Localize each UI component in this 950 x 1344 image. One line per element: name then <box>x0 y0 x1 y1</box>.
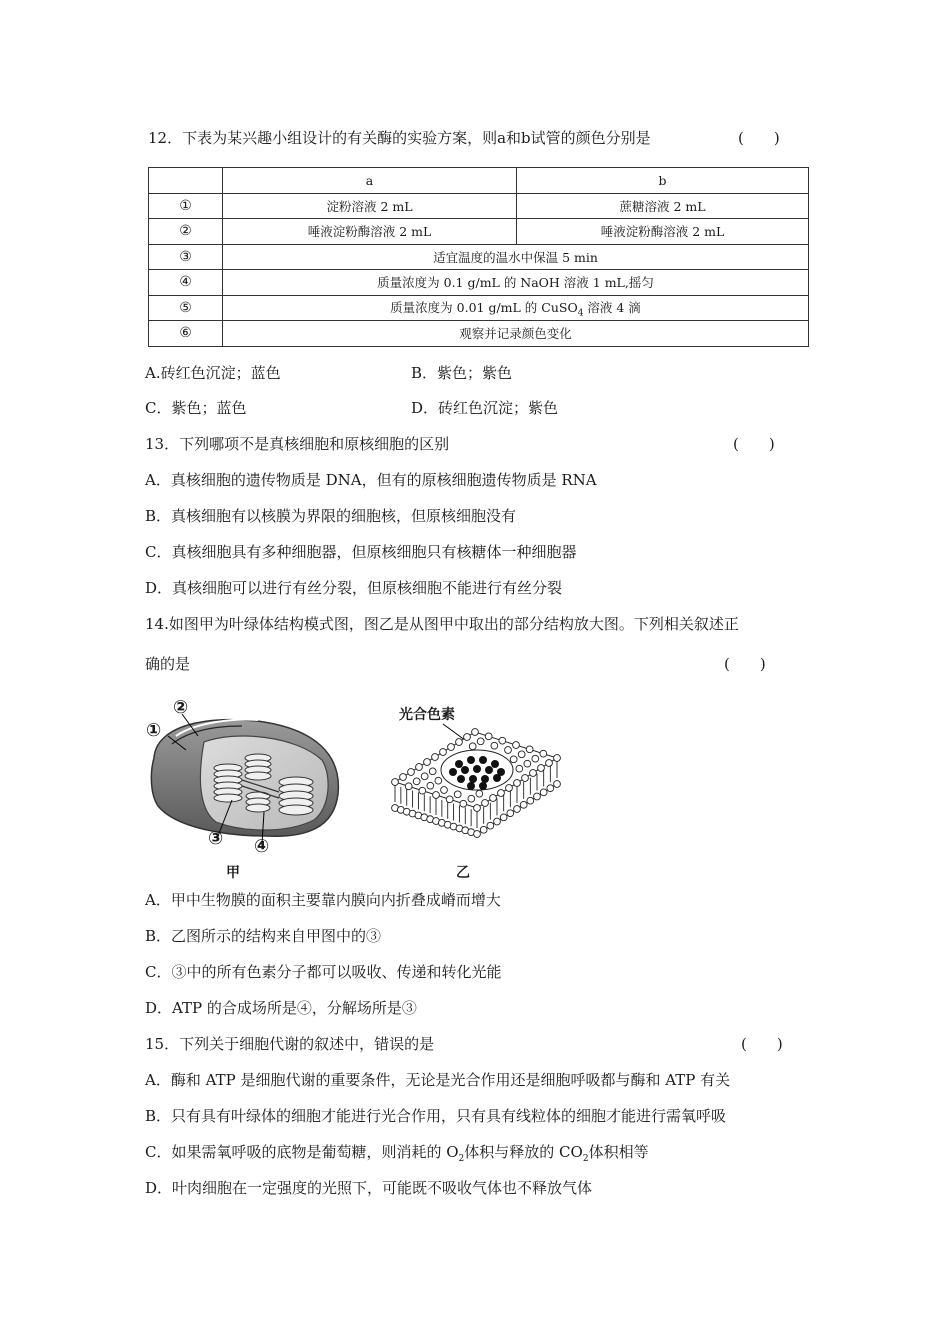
pigment-molecule <box>467 756 475 764</box>
lipid-head <box>527 797 534 804</box>
q13-option-a: A．真核细胞的遗传物质是 DNA，但有的原核细胞遗传物质是 RNA <box>145 471 597 489</box>
table-cell-merged: 适宜温度的温水中保温 5 min <box>223 244 809 270</box>
membrane-illustration <box>385 700 565 860</box>
lipid-head <box>505 747 512 754</box>
pigment-molecule <box>485 766 493 774</box>
lipid-head <box>530 770 537 777</box>
lipid-head <box>518 751 525 758</box>
lipid-head <box>506 785 513 792</box>
table-header-cell: a <box>223 168 517 194</box>
pigment-molecule <box>479 782 487 790</box>
lipid-head <box>392 779 399 786</box>
lipid-head <box>424 759 431 766</box>
table-cell-b: 唾液淀粉酶溶液 2 mL <box>517 219 809 245</box>
q12-option-d: D．砖红色沉淀；紫色 <box>411 399 559 417</box>
table-cell-a: 淀粉溶液 2 mL <box>223 193 517 219</box>
lipid-head <box>526 746 533 753</box>
q15-c-pre: C．如果需氧呼吸的底物是葡萄糖，则消耗的 O <box>145 1143 459 1161</box>
pigment-molecule <box>479 756 487 764</box>
lipid-head <box>485 733 492 740</box>
lipid-head <box>507 810 514 817</box>
table-row <box>149 270 809 296</box>
lipid-head <box>460 800 467 807</box>
lipid-head <box>416 764 423 771</box>
table-cell-merged <box>223 295 809 321</box>
lipid-head <box>405 783 412 790</box>
lipid-head <box>435 777 442 784</box>
q12-option-a: A.砖红色沉淀；蓝色 <box>145 364 281 382</box>
q14-option-c: C．③中的所有色素分子都可以吸收、传递和转化光能 <box>145 963 502 981</box>
q14-stem-line1: 14.如图甲为叶绿体结构模式图，图乙是从图甲中取出的部分结构放大图。下列相关叙述正 <box>145 615 739 633</box>
lipid-head <box>413 778 420 785</box>
lipid-head <box>472 729 479 736</box>
q14-option-a: A．甲中生物膜的面积主要靠内膜向内折叠成嵴而增大 <box>145 891 501 909</box>
lipid-head <box>487 822 494 829</box>
lipid-head <box>540 789 547 796</box>
table-row <box>149 295 809 321</box>
figure-label-jia: 甲 <box>226 865 240 881</box>
lipid-head <box>419 787 426 794</box>
co2-subscript: 2 <box>582 1154 589 1164</box>
cuso4-subscript: 4 <box>577 308 584 318</box>
figure-label-yi: 乙 <box>456 865 470 881</box>
pigment-molecule <box>449 768 457 776</box>
table-row <box>149 193 809 219</box>
table-cell-num: ⑥ <box>149 321 223 347</box>
lipid-head <box>510 756 517 763</box>
pigment-molecule <box>457 775 465 783</box>
q13-option-b: B．真核细胞有以核膜为界限的细胞核，但原核细胞没有 <box>145 507 517 525</box>
lipid-head <box>491 742 498 749</box>
q15-option-c <box>145 1142 649 1169</box>
q15-option-d: D．叶肉细胞在一定强度的光照下，可能既不吸收气体也不释放气体 <box>145 1179 593 1197</box>
table-cell-a: 唾液淀粉酶溶液 2 mL <box>223 219 517 245</box>
q15-answer-paren: ( ) <box>741 1035 783 1053</box>
lipid-head <box>446 796 453 803</box>
pigment-molecule <box>467 782 475 790</box>
pigment-molecule <box>469 775 477 783</box>
marker-1: ① <box>146 720 162 741</box>
lipid-head <box>524 760 531 767</box>
q13-stem: 13．下列哪项不是真核细胞和原核细胞的区别 <box>145 435 450 453</box>
lipid-head <box>474 831 481 838</box>
q12-option-c: C．紫色；蓝色 <box>145 399 247 417</box>
experiment-table <box>148 167 809 347</box>
q15-option-b: B．只有具有叶绿体的细胞才能进行光合作用，只有具有线粒体的细胞才能进行需氧呼吸 <box>145 1107 727 1125</box>
q12-option-b: B．紫色；紫色 <box>411 364 513 382</box>
q14-stem-line2: 确的是 <box>145 655 191 673</box>
q13-option-c: C．真核细胞具有多种细胞器，但原核细胞只有核糖体一种细胞器 <box>145 543 577 561</box>
q12-stem: 12．下表为某兴趣小组设计的有关酶的实验方案，则a和b试管的颜色分别是 <box>148 129 651 147</box>
pigment-molecule <box>481 775 489 783</box>
lipid-head <box>429 768 436 775</box>
lipid-head <box>400 774 407 781</box>
q12-answer-paren: ( ) <box>738 129 780 147</box>
pigment-molecule <box>455 760 463 768</box>
q15-option-a: A．酶和 ATP 是细胞代谢的重要条件，无论是光合作用还是细胞呼吸都与酶和 ATP 有关 <box>145 1071 731 1089</box>
table-cell-merged: 质量浓度为 0.1 g/mL 的 NaOH 溶液 1 mL,摇匀 <box>223 270 809 296</box>
lipid-head <box>490 795 497 802</box>
q14-option-b: B．乙图所示的结构来自甲图中的③ <box>145 927 382 945</box>
pigment-molecule <box>491 760 499 768</box>
lipid-head <box>469 743 476 750</box>
table-cell-num: ④ <box>149 270 223 296</box>
chloroplast-figure <box>146 696 346 886</box>
table-row <box>149 244 809 270</box>
lipid-head <box>513 742 520 749</box>
pigment-molecule <box>473 765 481 773</box>
lipid-head <box>499 737 506 744</box>
lipid-head <box>476 790 483 797</box>
pigment-label: 光合色素 <box>399 707 455 723</box>
marker-2: ② <box>173 697 189 718</box>
lipid-head <box>468 795 475 802</box>
lipid-head <box>494 818 501 825</box>
lipid-head <box>554 755 561 762</box>
lipid-head <box>456 739 463 746</box>
lipid-head <box>532 755 539 762</box>
table-row <box>149 219 809 245</box>
lipid-head <box>433 792 440 799</box>
lipid-head <box>440 749 447 756</box>
o2-subscript: 2 <box>458 1154 465 1164</box>
table-cell-num: ① <box>149 193 223 219</box>
lipid-head <box>421 773 428 780</box>
lipid-head <box>482 800 489 807</box>
lipid-head <box>500 814 507 821</box>
lipid-head <box>540 750 547 757</box>
q13-answer-paren: ( ) <box>733 435 775 453</box>
table-cell-num: ⑤ <box>149 295 223 321</box>
lipid-head <box>554 781 561 788</box>
lipid-head <box>514 806 521 813</box>
lipid-head <box>477 738 484 745</box>
lipid-head <box>516 765 523 772</box>
q13-option-d: D．真核细胞可以进行有丝分裂，但原核细胞不能进行有丝分裂 <box>145 579 563 597</box>
lipid-head <box>520 801 527 808</box>
q14-option-d: D．ATP 的合成场所是④，分解场所是③ <box>145 999 417 1017</box>
thylakoid-figure <box>385 700 565 860</box>
table-header-cell <box>149 168 223 194</box>
marker-4: ④ <box>254 836 270 857</box>
q15-stem: 15．下列关于细胞代谢的叙述中，错误的是 <box>145 1035 435 1053</box>
lipid-head <box>441 787 448 794</box>
lipid-head <box>474 805 481 812</box>
q15-c-mid: 体积与释放的 CO <box>464 1143 583 1161</box>
marker-3: ③ <box>208 828 224 849</box>
lipid-head <box>408 769 415 776</box>
pigment-molecule <box>461 766 469 774</box>
table-cell-num: ② <box>149 219 223 245</box>
lipid-head <box>534 793 541 800</box>
q14-answer-paren: ( ) <box>724 655 766 673</box>
lipid-head <box>522 775 529 782</box>
table-cell-b: 蔗糖溶液 2 mL <box>517 193 809 219</box>
table-header-cell: b <box>517 168 809 194</box>
lipid-head <box>464 734 471 741</box>
cuso4-text-pre: 质量浓度为 0.01 g/mL 的 CuSO <box>390 299 578 315</box>
lipid-head <box>546 760 553 767</box>
table-header-row <box>149 168 809 194</box>
table-cell-num: ③ <box>149 244 223 270</box>
table-cell-merged: 观察并记录颜色变化 <box>223 321 809 347</box>
lipid-head <box>448 744 455 751</box>
chloroplast-illustration <box>146 696 346 886</box>
table-row <box>149 321 809 347</box>
lipid-head <box>454 791 461 798</box>
pigment-molecule <box>493 774 501 782</box>
lipid-head <box>480 826 487 833</box>
q15-c-post: 体积相等 <box>588 1143 649 1161</box>
lipid-head <box>427 782 434 789</box>
lipid-head <box>432 754 439 761</box>
cuso4-text-post: 溶液 4 滴 <box>583 299 641 315</box>
lipid-head <box>547 785 554 792</box>
lipid-head <box>514 780 521 787</box>
